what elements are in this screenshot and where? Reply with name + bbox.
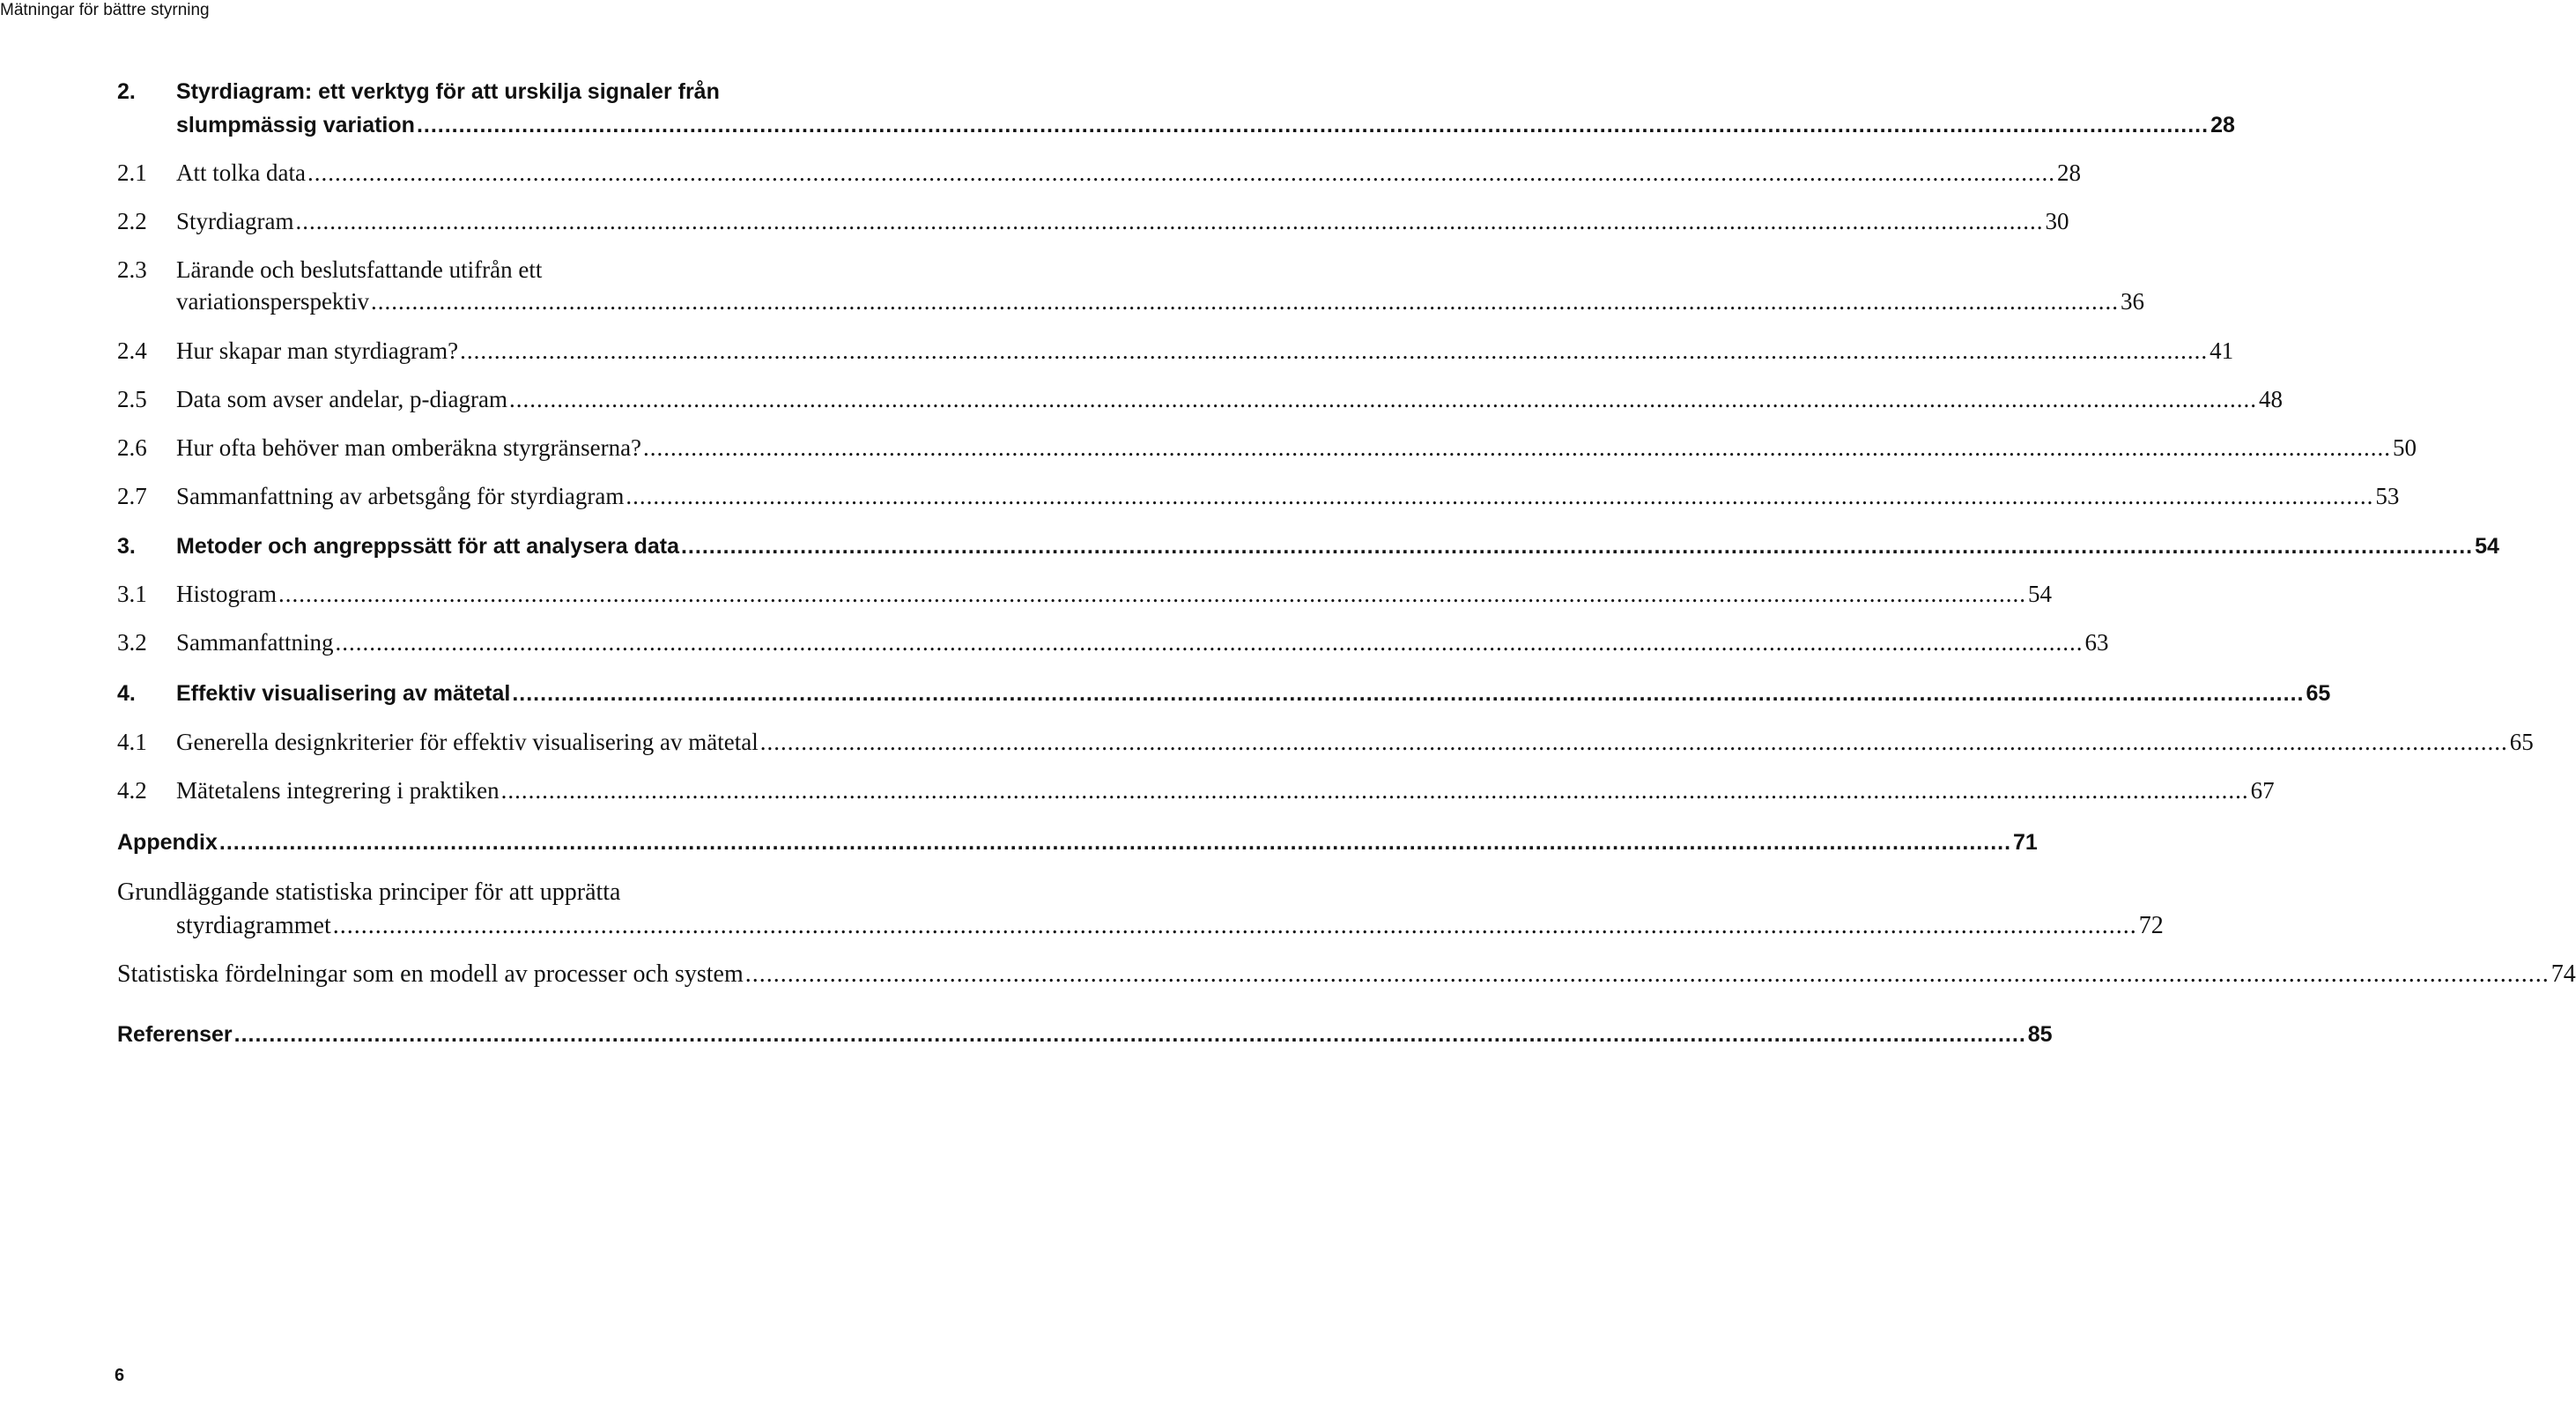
toc-section-3-2[interactable]: [117, 628, 2109, 656]
toc-number: 2.3: [117, 256, 147, 283]
dot-leader: [643, 434, 2391, 462]
dot-leader: [417, 111, 2209, 139]
toc-page-number: 85: [2027, 1022, 2053, 1047]
toc-chapter-4[interactable]: [117, 679, 2331, 708]
toc-title: Effektiv visualisering av mätetal: [176, 681, 511, 706]
toc-title: Sammanfattning: [176, 629, 334, 656]
toc-title: Styrdiagram: ett verktyg för att urskilja signaler från: [176, 79, 720, 104]
toc-page-number: 65: [2306, 681, 2331, 706]
toc-title-continued: slumpmässig variation: [176, 113, 415, 137]
toc-references[interactable]: [117, 1020, 2053, 1049]
toc-title: Appendix: [117, 830, 218, 855]
toc-title: Lärande och beslutsfattande utifrån ett: [176, 256, 543, 283]
dot-leader: [335, 628, 2083, 656]
toc-title: Grundläggande statistiska principer för att upprätta: [117, 878, 621, 906]
toc-page-number: 63: [2084, 629, 2109, 656]
toc-appendix[interactable]: [117, 828, 2038, 856]
toc-page-number: 71: [2013, 830, 2038, 855]
toc-title-continued: variationsperspektiv: [176, 288, 369, 315]
toc-page-number: 36: [2120, 288, 2144, 315]
toc-title: Generella designkriterier för effektiv visualisering av mätetal: [176, 729, 759, 755]
toc-page-number: 28: [2210, 113, 2235, 137]
dot-leader: [745, 960, 2550, 989]
toc-title: Styrdiagram: [176, 208, 294, 234]
dot-leader: [501, 776, 2249, 804]
toc-section-2-6[interactable]: [117, 434, 2417, 462]
dot-leader: [512, 679, 2304, 708]
dot-leader: [681, 532, 2473, 560]
toc-appendix-statistical-distributions[interactable]: [117, 960, 2576, 989]
toc-title: Histogram: [176, 581, 277, 607]
toc-number: 2.4: [117, 337, 147, 364]
toc-number: 2.1: [117, 159, 147, 186]
toc-section-4-1[interactable]: [117, 728, 2534, 756]
toc-page-number: 72: [2138, 912, 2164, 939]
dot-leader: [307, 159, 2055, 187]
toc-title: Data som avser andelar, p-diagram: [176, 386, 508, 412]
toc-number: 4.1: [117, 729, 147, 755]
toc-title: Sammanfattning av arbetsgång för styrdiagram: [176, 483, 625, 509]
toc-number: 2.5: [117, 386, 147, 412]
toc-page-number: 30: [2045, 208, 2069, 234]
toc-number: 4.2: [117, 777, 147, 804]
dot-leader: [460, 337, 2208, 365]
dot-leader: [509, 385, 2257, 413]
toc-title-continued: styrdiagrammet: [176, 912, 331, 939]
dot-leader: [219, 828, 2011, 856]
toc-page-number: 53: [2375, 483, 2400, 509]
toc-section-2-7[interactable]: [117, 482, 2400, 510]
dot-leader: [234, 1020, 2026, 1049]
toc-page-number: 50: [2393, 434, 2417, 461]
toc-number: 4.: [117, 681, 136, 706]
toc-chapter-3[interactable]: [117, 532, 2499, 560]
toc-page-number: 65: [2509, 729, 2534, 755]
dot-leader: [760, 728, 2508, 756]
toc-page-number: 54: [2475, 534, 2499, 559]
toc-page-number: 54: [2028, 581, 2052, 607]
toc-number: 2.6: [117, 434, 147, 461]
toc-section-2-1[interactable]: [117, 159, 2081, 187]
toc-title: Hur skapar man styrdiagram?: [176, 337, 459, 364]
dot-leader: [295, 207, 2043, 235]
toc-section-3-1[interactable]: [117, 580, 2052, 608]
toc-page-number: 48: [2259, 386, 2284, 412]
toc-page-number: 28: [2056, 159, 2081, 186]
toc-title: Att tolka data: [176, 159, 306, 186]
dot-leader: [625, 482, 2373, 510]
toc-page-number: 67: [2250, 777, 2275, 804]
toc-number: 3.2: [117, 629, 147, 656]
toc-section-2-2[interactable]: [117, 207, 2069, 235]
toc-number: 3.1: [117, 581, 147, 607]
toc-appendix-statistical-principles[interactable]: [117, 878, 2164, 940]
toc-section-2-4[interactable]: [117, 337, 2234, 365]
dot-leader: [333, 912, 2137, 940]
toc-number: 2.: [117, 79, 136, 104]
toc-chapter-2[interactable]: [117, 78, 2235, 139]
toc-section-2-3[interactable]: [117, 256, 2144, 315]
toc-title: Hur ofta behöver man omberäkna styrgränserna?: [176, 434, 642, 461]
toc-title: Statistiska fördelningar som en modell av processer och system: [117, 960, 744, 988]
dot-leader: [371, 287, 2119, 315]
toc-page-number: 41: [2210, 337, 2234, 364]
toc-section-4-2[interactable]: [117, 776, 2275, 804]
page-number: 6: [115, 1366, 125, 1385]
toc-title: Referenser: [117, 1022, 233, 1047]
toc-page-number: 74: [2550, 960, 2576, 988]
toc-title: Mätetalens integrering i praktiken: [176, 777, 500, 804]
toc-section-2-5[interactable]: [117, 385, 2284, 413]
running-header: Mätningar för bättre styrning: [0, 1, 210, 19]
dot-leader: [278, 580, 2026, 608]
toc-number: 3.: [117, 534, 136, 559]
toc-title: Metoder och angreppssätt för att analysera data: [176, 534, 679, 559]
toc-number: 2.7: [117, 483, 147, 509]
toc-number: 2.2: [117, 208, 147, 234]
